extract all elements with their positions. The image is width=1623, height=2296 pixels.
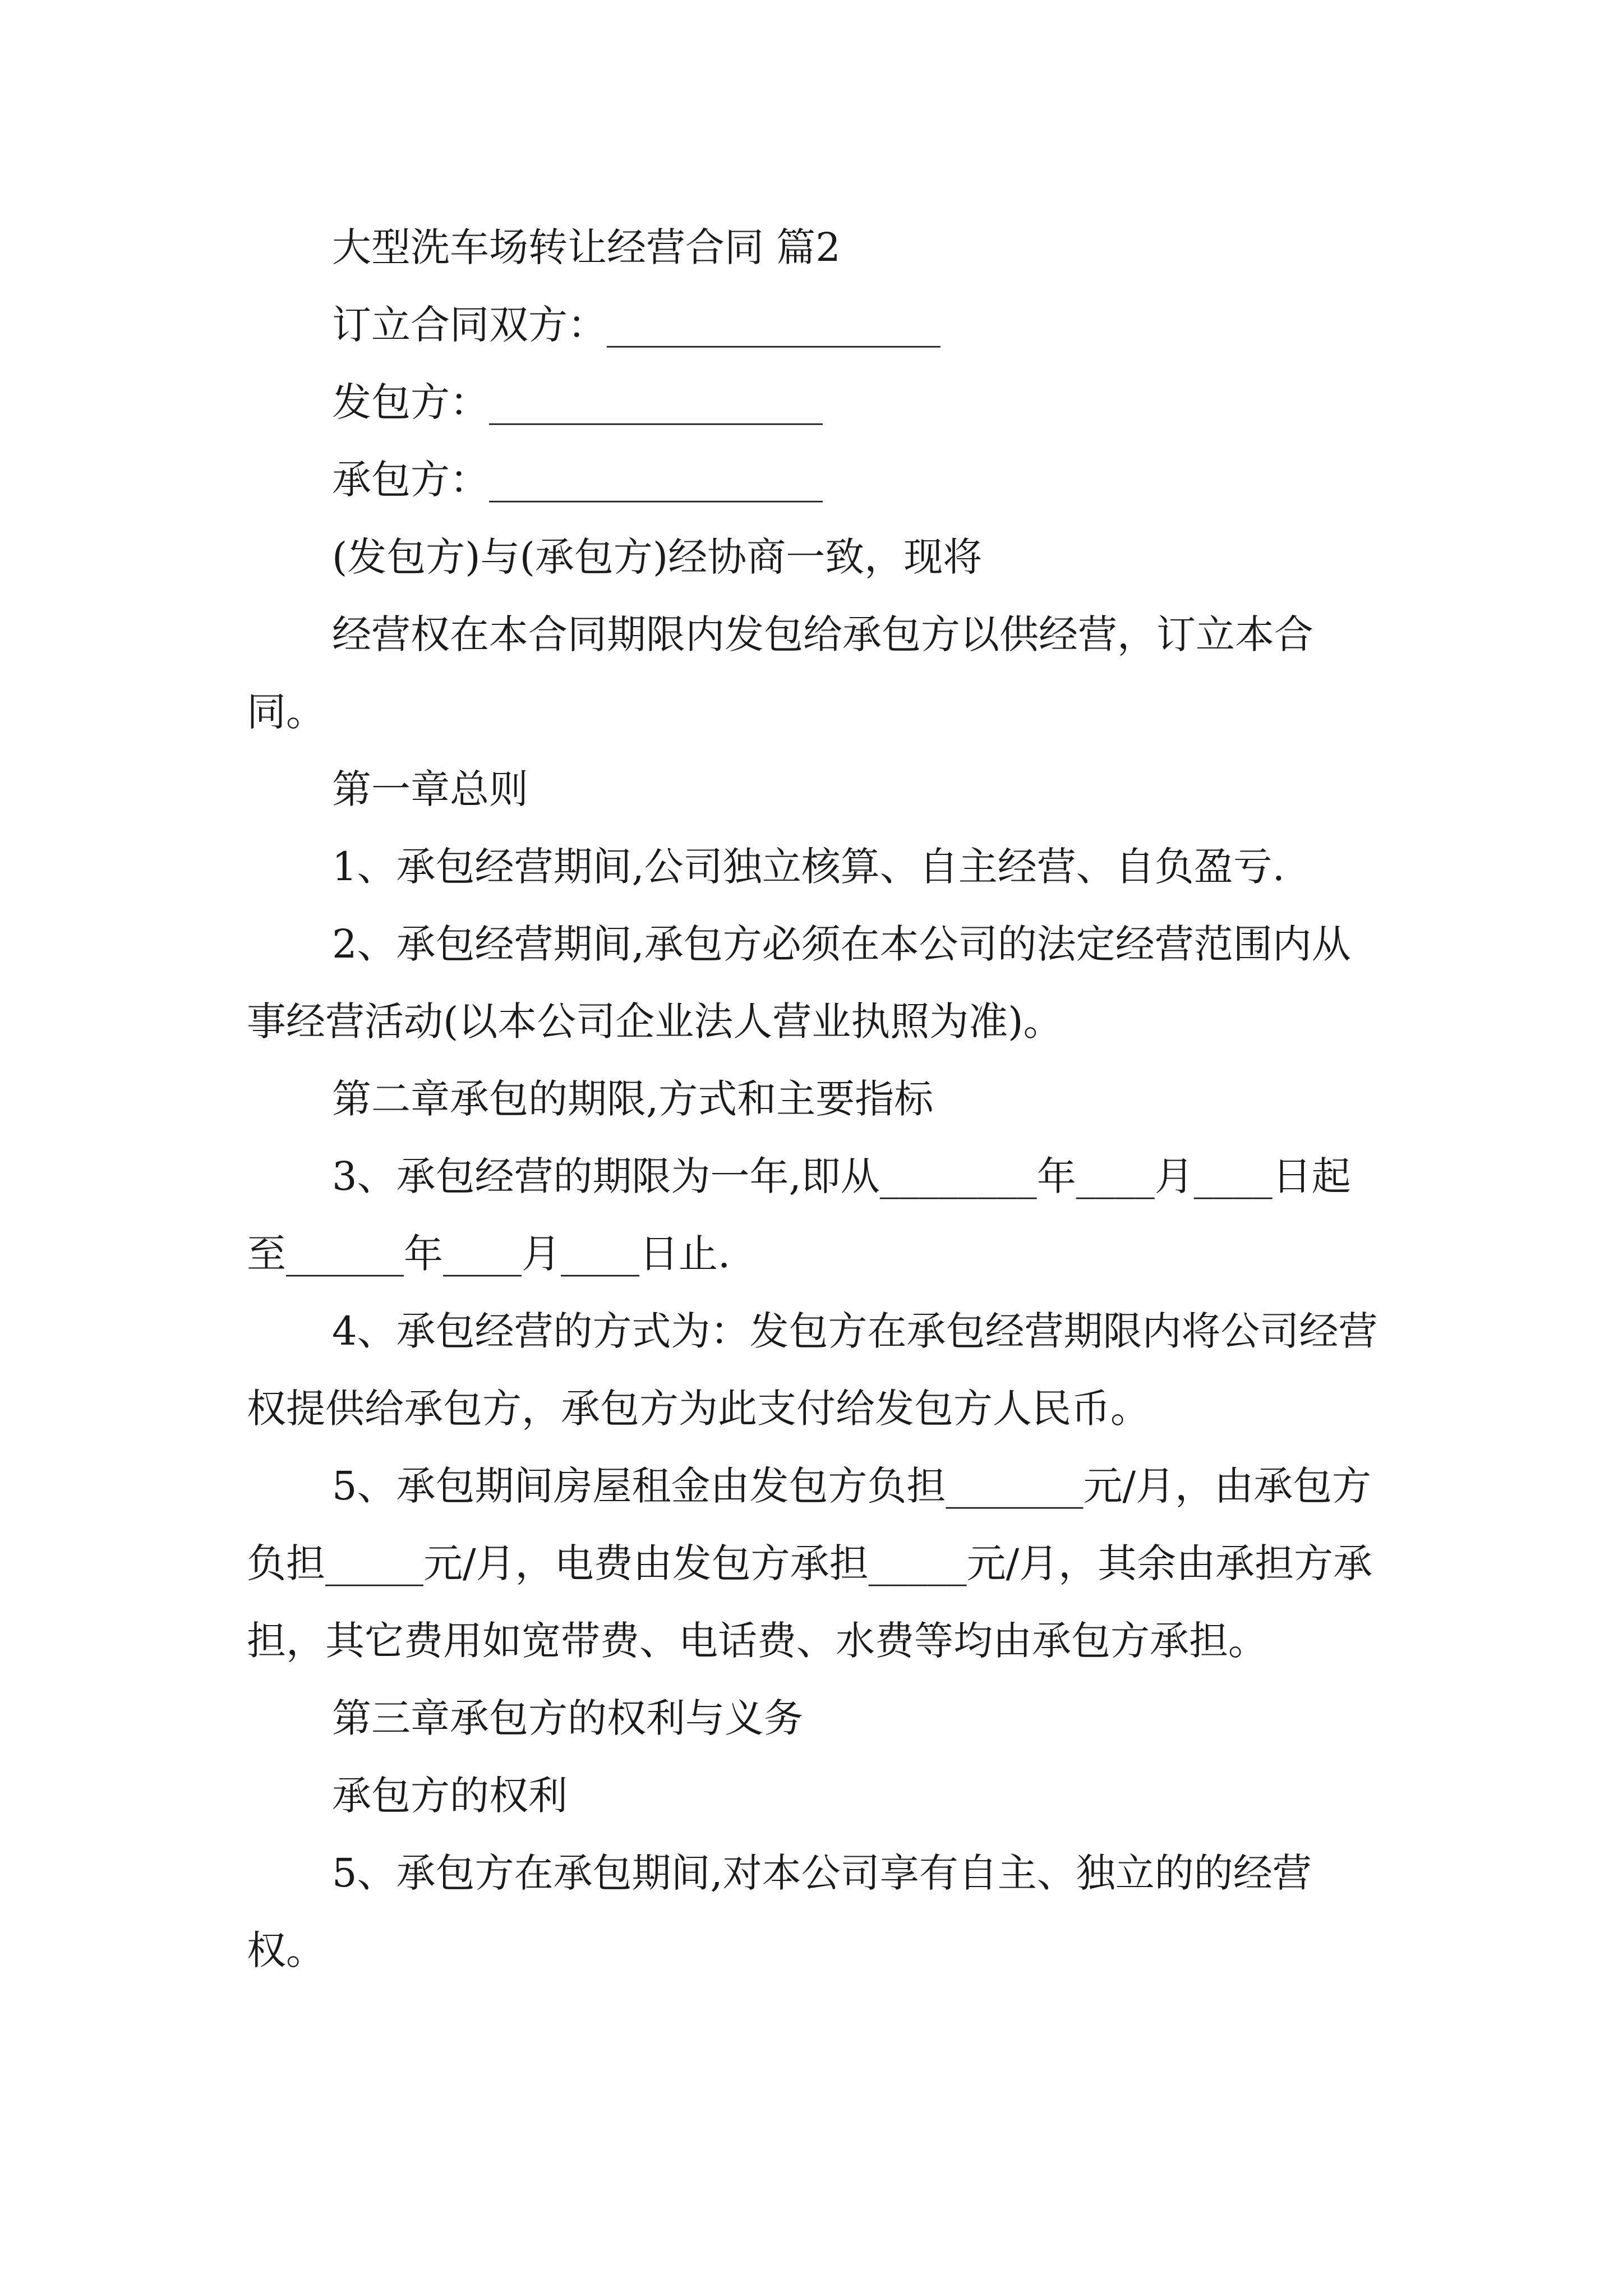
document-body: [247, 209, 1380, 1989]
clause-2: 2、承包经营期间,承包方必须在本公司的法定经营范围内从事经营活动(以本公司企业法人营业执照为准)。: [247, 921, 1351, 1045]
employer-line: 发包方：_________________: [332, 379, 823, 425]
chapter-3-heading: 第三章承包方的权利与义务: [332, 1695, 803, 1741]
chapter-2-heading: 第二章承包的期限,方式和主要指标: [332, 1076, 934, 1122]
parties-line: 订立合同双方：_________________: [332, 302, 940, 348]
clause-5-fees: 5、承包期间房屋租金由发包方负担_______元/月，由承包方负担_____元/月，电费由发包方承担_____元/月，其余由承担方承担，其它费用如宽带费、电话费、水费等均由承包方承担。: [247, 1463, 1373, 1664]
agreement-line: (发包方)与(承包方)经协商一致，现将: [332, 534, 983, 580]
clause-3: 3、承包经营的期限为一年,即从________年____月____日起至______年____月____日止.: [247, 1153, 1351, 1277]
clause-5-rights: 5、承包方在承包期间,对本公司享有自主、独立的的经营权。: [247, 1850, 1312, 1973]
chapter-1-heading: 第一章总则: [332, 766, 528, 812]
clause-4: 4、承包经营的方式为：发包方在承包经营期限内将公司经营权提供给承包方，承包方为此支付给发包方人民币。: [247, 1308, 1378, 1432]
purpose-paragraph: 经营权在本合同期限内发包给承包方以供经营，订立本合同。: [247, 611, 1313, 735]
clause-1: 1、承包经营期间,公司独立核算、自主经营、自负盈亏.: [332, 844, 1285, 890]
contractor-rights-heading: 承包方的权利: [332, 1773, 568, 1819]
contract-title: 大型洗车场转让经营合同 篇2: [332, 224, 841, 270]
contractor-line: 承包方：_________________: [332, 457, 823, 503]
